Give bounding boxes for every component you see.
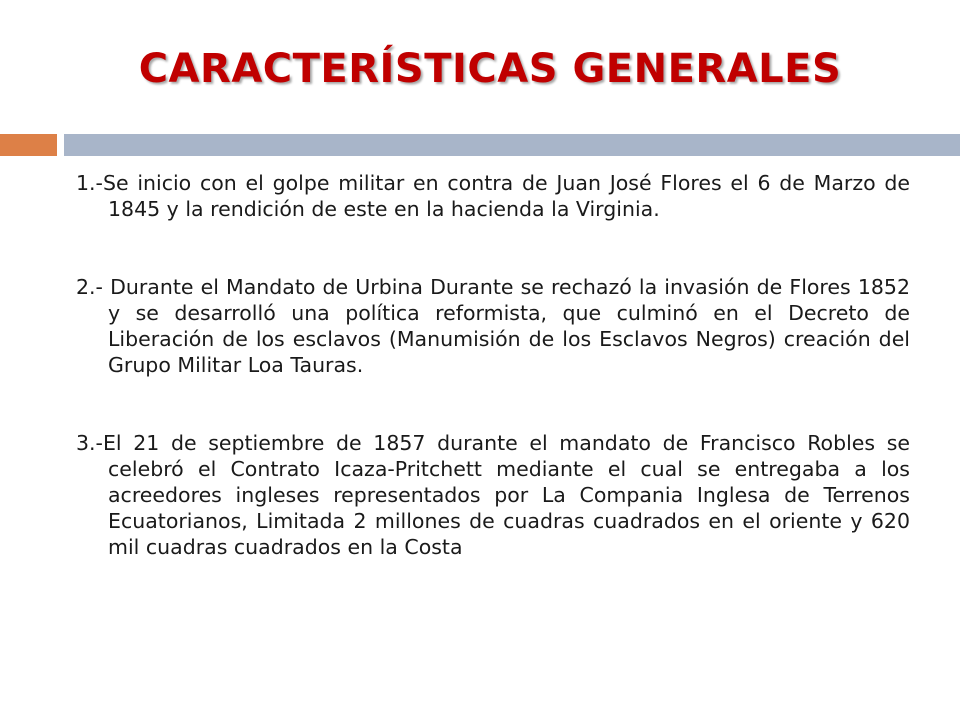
slide-title: CARACTERÍSTICAS GENERALES: [138, 46, 842, 92]
accent-bar-right: [64, 134, 960, 156]
paragraph-1: 1.-Se inicio con el golpe militar en contra de Juan José Flores el 6 de Marzo de 1845 y la rendición de este en la hacienda la Virginia.: [76, 171, 910, 221]
accent-bar-left: [0, 134, 57, 156]
paragraph-2: 2.- Durante el Mandato de Urbina Durante se rechazó la invasión de Flores 1852 y se desarrolló una política reformista, que culminó en el Decreto de Liberación de los esclavos (Manumisión de los Esclavos Negros) creación del Grupo Militar Loa Tauras.: [76, 275, 910, 377]
slide-body: [76, 170, 910, 612]
paragraph-3: 3.-El 21 de septiembre de 1857 durante el mandato de Francisco Robles se celebró el Contrato Icaza-Pritchett mediante el cual se entregaba a los acreedores ingleses representados por La Compania Inglesa de Terrenos Ecuatorianos, Limitada 2 millones de cuadras cuadrados en el oriente y 620 mil cuadras cuadrados en la Costa: [76, 431, 910, 559]
